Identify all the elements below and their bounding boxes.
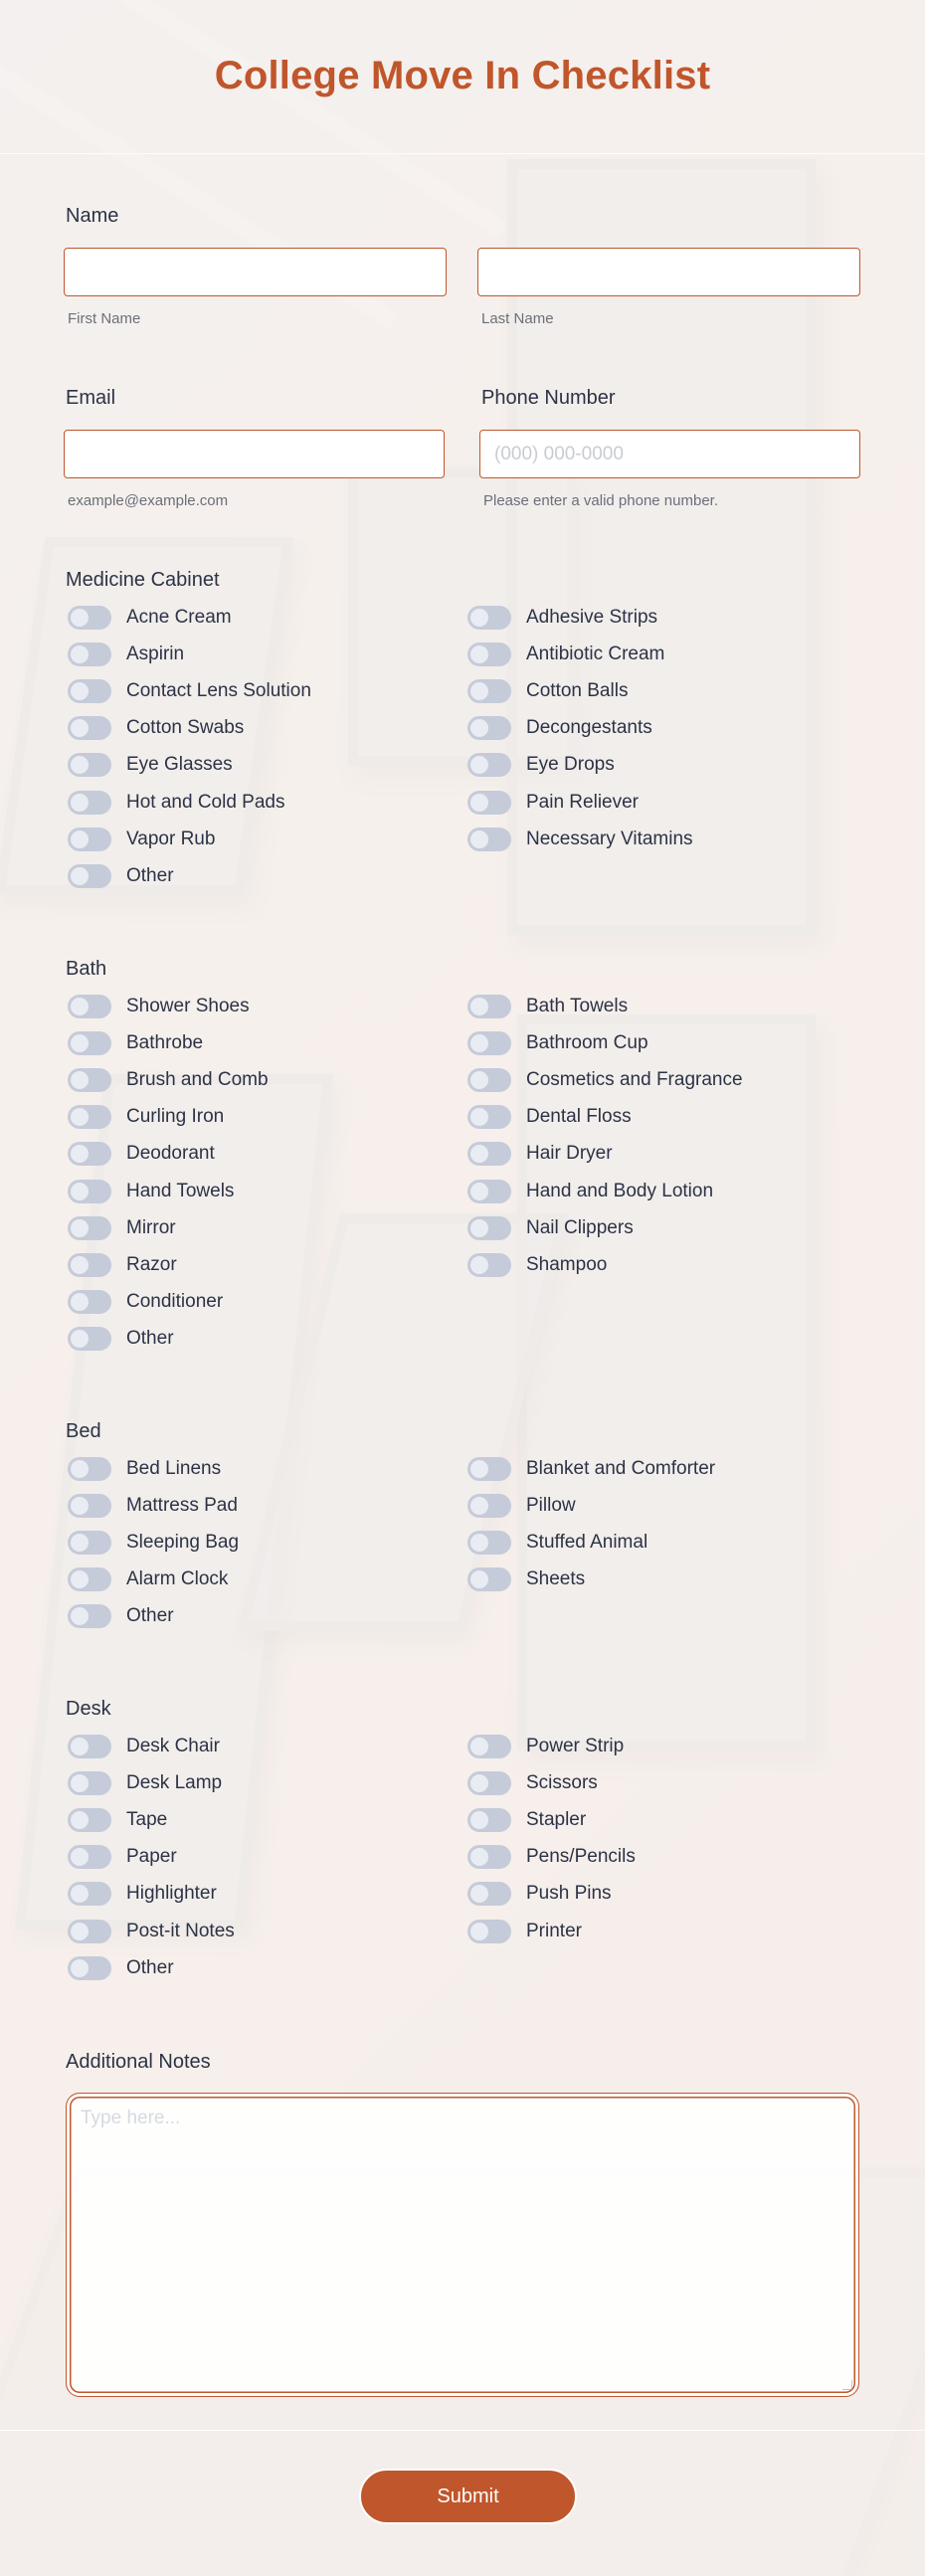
checklist-option[interactable] [68, 1805, 167, 1835]
toggle-switch[interactable] [467, 1031, 511, 1055]
option-label: Razor [126, 1253, 177, 1275]
option-label: Other [126, 864, 174, 886]
option-label: Alarm Clock [126, 1568, 229, 1590]
checklist-option[interactable] [68, 1953, 174, 1983]
option-label: Desk Lamp [126, 1772, 223, 1794]
toggle-switch[interactable] [68, 995, 111, 1018]
option-label: Highlighter [126, 1883, 217, 1905]
option-label: Desk Chair [126, 1736, 220, 1756]
checklist-option[interactable] [467, 640, 664, 669]
option-label: Mirror [126, 1216, 176, 1238]
option-label: Decongestants [526, 717, 652, 739]
checklist-option[interactable] [68, 1287, 223, 1317]
checklist-option[interactable] [68, 750, 233, 780]
phone-label: Phone Number [481, 387, 616, 409]
option-label: Mattress Pad [126, 1495, 238, 1517]
option-label: Post-it Notes [126, 1920, 235, 1941]
form-header [0, 0, 925, 154]
checklist-option[interactable] [68, 603, 232, 633]
section-label: Bath [66, 958, 107, 980]
toggle-switch[interactable] [68, 1567, 111, 1591]
option-label: Pain Reliever [526, 791, 639, 813]
toggle-switch[interactable] [467, 1068, 511, 1092]
toggle-switch[interactable] [68, 1882, 111, 1906]
toggle-switch[interactable] [467, 1735, 511, 1758]
toggle-switch[interactable] [68, 828, 111, 851]
form-title: College Move In Checklist [214, 53, 711, 97]
checklist-option[interactable] [467, 1177, 713, 1206]
checklist-option[interactable] [467, 1250, 607, 1280]
toggle-switch[interactable] [68, 1180, 111, 1203]
section-label: Medicine Cabinet [66, 569, 220, 591]
option-label: Brush and Comb [126, 1069, 269, 1091]
checklist-option[interactable] [467, 1028, 648, 1058]
checklist-option[interactable] [68, 825, 215, 854]
option-label: Stuffed Animal [526, 1532, 648, 1554]
section-label: Desk [66, 1698, 111, 1720]
option-label: Dental Floss [526, 1106, 632, 1128]
checklist-option[interactable] [68, 1454, 221, 1484]
toggle-switch[interactable] [68, 1920, 111, 1943]
toggle-switch[interactable] [68, 679, 111, 703]
checklist-option[interactable] [68, 1564, 228, 1594]
email-sublabel: example@example.com [68, 492, 229, 509]
option-label: Necessary Vitamins [526, 828, 693, 849]
name-label: Name [66, 205, 119, 227]
last-name-input[interactable] [477, 248, 860, 296]
option-label: Paper [126, 1846, 177, 1868]
checklist-option[interactable] [467, 676, 628, 706]
checklist-option[interactable] [467, 1213, 634, 1243]
toggle-switch[interactable] [467, 1920, 511, 1943]
toggle-switch[interactable] [68, 1216, 111, 1240]
checklist-option[interactable] [68, 1177, 234, 1206]
checklist-option[interactable] [68, 1601, 174, 1631]
checklist-option[interactable] [68, 1732, 220, 1761]
toggle-switch[interactable] [68, 716, 111, 740]
checklist-option[interactable] [68, 1842, 177, 1872]
option-label: Hair Dryer [526, 1143, 613, 1165]
toggle-switch[interactable] [467, 643, 511, 666]
toggle-switch[interactable] [68, 1327, 111, 1351]
checklist-option[interactable] [68, 1065, 269, 1095]
footer-divider [0, 2430, 925, 2431]
phone-sublabel: Please enter a valid phone number. [483, 492, 718, 509]
option-label: Push Pins [526, 1883, 612, 1905]
option-label: Blanket and Comforter [526, 1458, 716, 1479]
option-label: Nail Clippers [526, 1216, 634, 1238]
toggle-switch[interactable] [68, 1771, 111, 1795]
toggle-switch[interactable] [467, 679, 511, 703]
option-label: Shampoo [526, 1253, 608, 1275]
option-label: Bathroom Cup [526, 1032, 648, 1054]
option-label: Cotton Balls [526, 680, 629, 702]
toggle-switch[interactable] [68, 1290, 111, 1314]
checklist-option[interactable] [68, 1768, 222, 1798]
toggle-switch[interactable] [467, 1808, 511, 1832]
option-label: Bed Linens [126, 1458, 222, 1479]
option-label: Cotton Swabs [126, 717, 245, 739]
checklist-option[interactable] [467, 1879, 612, 1909]
option-label: Eye Drops [526, 754, 615, 776]
checklist-option[interactable] [467, 750, 615, 780]
option-label: Hand and Body Lotion [526, 1180, 714, 1201]
toggle-switch[interactable] [68, 864, 111, 888]
checklist-option[interactable] [467, 713, 652, 743]
notes-placeholder: Type here... [81, 2108, 181, 2128]
toggle-switch[interactable] [467, 1457, 511, 1481]
checklist-option[interactable] [467, 1065, 743, 1095]
toggle-switch[interactable] [467, 1771, 511, 1795]
toggle-switch[interactable] [467, 791, 511, 815]
toggle-switch[interactable] [467, 1567, 511, 1591]
toggle-switch[interactable] [68, 791, 111, 815]
checklist-option[interactable] [467, 1139, 613, 1169]
option-label: Curling Iron [126, 1106, 225, 1128]
checklist-option[interactable] [467, 1491, 576, 1521]
section-label: Bed [66, 1420, 101, 1442]
toggle-switch[interactable] [68, 1105, 111, 1129]
checklist-option[interactable] [467, 1805, 586, 1835]
toggle-switch[interactable] [467, 753, 511, 777]
option-label: Antibiotic Cream [526, 644, 665, 665]
toggle-switch[interactable] [68, 643, 111, 666]
option-label: Other [126, 1605, 174, 1627]
toggle-switch[interactable] [68, 753, 111, 777]
checklist-option[interactable] [467, 992, 628, 1021]
phone-field[interactable]: (000) 000-0000 [479, 430, 860, 478]
option-label: Sheets [526, 1568, 586, 1590]
option-label: Eye Glasses [126, 754, 233, 776]
first-name-sublabel: First Name [68, 310, 141, 327]
checklist-option[interactable] [68, 788, 285, 818]
checklist-option[interactable] [467, 1768, 598, 1798]
checklist-option[interactable] [68, 1879, 217, 1909]
submit-button[interactable]: Submit [359, 2469, 577, 2524]
option-label: Conditioner [126, 1290, 224, 1312]
option-label: Adhesive Strips [526, 607, 658, 628]
option-label: Hand Towels [126, 1180, 235, 1201]
option-label: Other [126, 1956, 174, 1978]
email-label: Email [66, 387, 116, 409]
checklist-option[interactable] [467, 788, 639, 818]
toggle-switch[interactable] [467, 1105, 511, 1129]
toggle-switch[interactable] [68, 1735, 111, 1758]
checklist-option[interactable] [68, 1213, 176, 1243]
checklist-option[interactable] [467, 825, 693, 854]
option-label: Deodorant [126, 1143, 215, 1165]
checklist-option[interactable] [467, 1564, 585, 1594]
checklist-option[interactable] [467, 1842, 636, 1872]
notes-textarea[interactable] [66, 2093, 859, 2397]
checklist-option[interactable] [467, 1917, 582, 1946]
toggle-switch[interactable] [467, 1216, 511, 1240]
toggle-switch[interactable] [68, 606, 111, 630]
checklist-option[interactable] [68, 1917, 235, 1946]
toggle-switch[interactable] [467, 1845, 511, 1869]
toggle-switch[interactable] [467, 606, 511, 630]
checklist-option[interactable] [68, 1250, 177, 1280]
checklist-option[interactable] [68, 640, 184, 669]
toggle-switch[interactable] [467, 1180, 511, 1203]
option-label: Vapor Rub [126, 828, 216, 849]
option-label: Cosmetics and Fragrance [526, 1069, 743, 1091]
toggle-switch[interactable] [467, 1531, 511, 1555]
toggle-switch[interactable] [68, 1253, 111, 1277]
toggle-switch[interactable] [68, 1494, 111, 1518]
option-label: Bathrobe [126, 1032, 204, 1054]
toggle-switch[interactable] [467, 995, 511, 1018]
toggle-switch[interactable] [68, 1142, 111, 1166]
toggle-switch[interactable] [467, 1253, 511, 1277]
option-label: Other [126, 1327, 174, 1349]
checklist-option[interactable] [467, 1454, 715, 1484]
option-label: Printer [526, 1920, 582, 1941]
toggle-switch[interactable] [467, 716, 511, 740]
option-label: Tape [126, 1809, 168, 1831]
option-label: Shower Shoes [126, 996, 250, 1016]
first-name-input[interactable] [64, 248, 447, 296]
checklist-option[interactable] [68, 713, 244, 743]
checklist-option[interactable] [467, 1528, 648, 1558]
option-label: Hot and Cold Pads [126, 791, 285, 813]
toggle-switch[interactable] [68, 1845, 111, 1869]
option-label: Pillow [526, 1495, 576, 1517]
toggle-switch[interactable] [68, 1531, 111, 1555]
checklist-option[interactable] [68, 676, 311, 706]
option-label: Stapler [526, 1809, 587, 1831]
toggle-switch[interactable] [68, 1808, 111, 1832]
toggle-switch[interactable] [68, 1457, 111, 1481]
checklist-option[interactable] [68, 1491, 238, 1521]
toggle-switch[interactable] [467, 1494, 511, 1518]
checklist-option[interactable] [68, 1528, 239, 1558]
option-label: Acne Cream [126, 607, 232, 628]
toggle-switch[interactable] [467, 1142, 511, 1166]
toggle-switch[interactable] [68, 1956, 111, 1980]
email-field[interactable] [64, 430, 445, 478]
toggle-switch[interactable] [68, 1068, 111, 1092]
checklist-option[interactable] [68, 1102, 224, 1132]
checklist-option[interactable] [467, 1102, 632, 1132]
option-label: Bath Towels [526, 996, 629, 1016]
option-label: Pens/Pencils [526, 1846, 636, 1868]
toggle-switch[interactable] [467, 828, 511, 851]
resize-handle-icon[interactable] [842, 2380, 852, 2390]
last-name-sublabel: Last Name [481, 310, 554, 327]
notes-label: Additional Notes [66, 2051, 211, 2073]
option-label: Contact Lens Solution [126, 680, 311, 702]
checklist-option[interactable] [68, 1139, 215, 1169]
checklist-option[interactable] [68, 1028, 203, 1058]
toggle-switch[interactable] [68, 1604, 111, 1628]
checklist-option[interactable] [467, 1732, 624, 1761]
checklist-option[interactable] [68, 992, 250, 1021]
option-label: Sleeping Bag [126, 1532, 240, 1554]
toggle-switch[interactable] [467, 1882, 511, 1906]
toggle-switch[interactable] [68, 1031, 111, 1055]
option-label: Scissors [526, 1772, 598, 1794]
option-label: Aspirin [126, 644, 185, 665]
checklist-option[interactable] [467, 603, 657, 633]
option-label: Power Strip [526, 1736, 625, 1756]
checklist-option[interactable] [68, 1324, 174, 1354]
checklist-option[interactable] [68, 861, 174, 891]
